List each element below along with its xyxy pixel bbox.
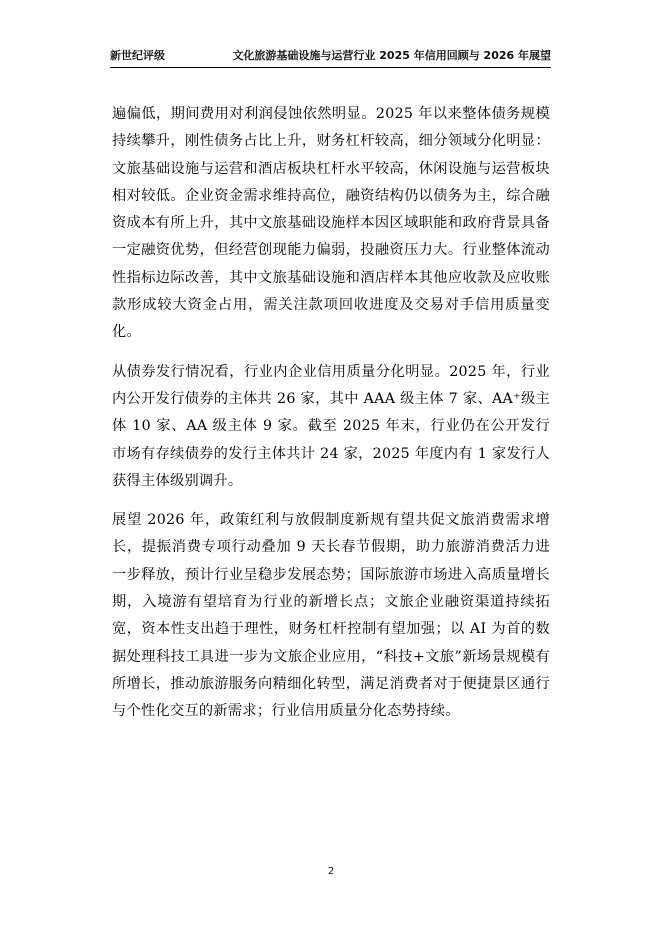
body-text <box>112 101 550 738</box>
header-org-name: 新世纪评级 <box>110 49 165 62</box>
paragraph-bond-issuance: 从债券发行情况看，行业内企业信用质量分化明显。2025 年，行业内公开发行债券的主体共 26 家，其中 AAA 级主体 7 家、AA⁺级主体 10 家、AA 级主体 9 家。截至 2025 年末，行业仍在公开发行市场有存续债券的发行主体共计 24 家，2025 年度内有 1 家发行人获得主体级别调升。 <box>112 363 550 489</box>
header-divider <box>110 67 551 68</box>
header-report-title: 文化旅游基础设施与运营行业 2025 年信用回顾与 2026 年展望 <box>232 49 551 62</box>
paragraph-outlook-2026: 展望 2026 年，政策红利与放假制度新规有望共促文旅消费需求增长，提振消费专项行动叠加 9 天长春节假期，助力旅游消费活力进一步释放，预计行业呈稳步发展态势；国际旅游市场进入高质量增长期，入境游有望培育为行业的新增长点；文旅企业融资渠道持续拓宽，资本性支出趋于理性，财务杠杆控制有望加强；以 AI 为首的数据处理科技工具进一步为文旅企业应用，“科技+文旅”新场景规模有所增长，推动旅游服务向精细化转型，满足消费者对于便捷景区通行与个性化交互的新需求；行业信用质量分化态势持续。 <box>112 512 550 720</box>
page-header <box>110 45 551 65</box>
page-number: 2 <box>327 866 335 877</box>
paragraph-financial-overview: 遍偏低，期间费用对利润侵蚀依然明显。2025 年以来整体债务规模持续攀升，刚性债务占比上升，财务杠杆较高，细分领域分化明显：文旅基础设施与运营和酒店板块杠杆水平较高，休闲设施与运营板块相对较低。企业资金需求维持高位，融资结构仍以债务为主，综合融资成本有所上升，其中文旅基础设施样本因区域职能和政府背景具备一定融资优势，但经营创现能力偏弱，投融资压力大。行业整体流动性指标边际改善，其中文旅基础设施和酒店样本其他应收款及应收账款形成较大资金占用，需关注款项回收进度及交易对手信用质量变化。 <box>112 106 550 341</box>
